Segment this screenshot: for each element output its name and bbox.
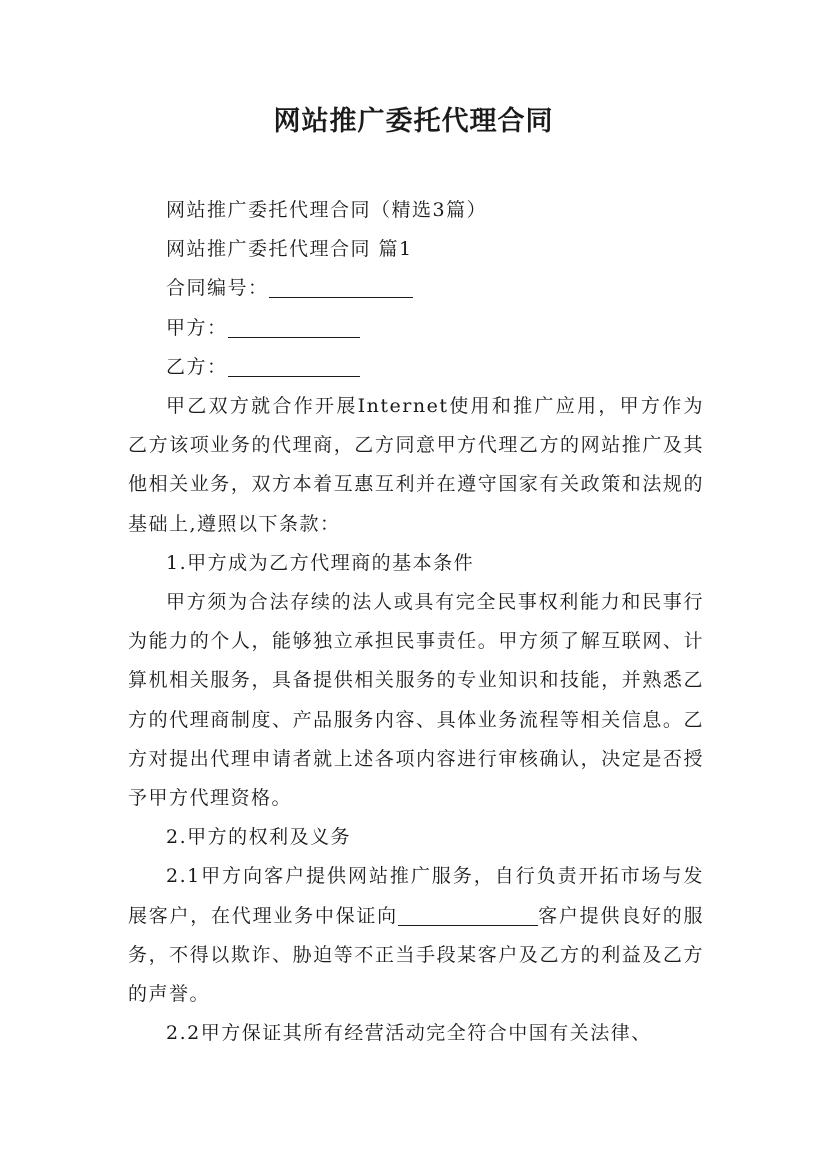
party-a-blank: [228, 315, 360, 338]
clause-2-heading: 2.甲方的权利及义务: [166, 826, 352, 849]
contract-number-blank: [269, 275, 413, 298]
document-title: 网站推广委托代理合同: [273, 106, 554, 137]
document-body: [128, 191, 704, 1053]
party-a-line: [128, 309, 704, 348]
party-b-blank: [228, 354, 360, 377]
clause-1-heading: 1.甲方成为乙方代理商的基本条件: [166, 551, 475, 574]
preamble-paragraph: 甲乙双方就合作开展Internet使用和推广应用，甲方作为乙方该项业务的代理商，乙方同意甲方代理乙方的网站推广及其他相关业务，双方本着互惠互利并在遵守国家有关政策和法规的基础上,遵照以下条款：: [128, 395, 704, 535]
clause-2-1-paragraph: [128, 857, 704, 1014]
contract-number-label: 合同编号：: [166, 277, 269, 300]
party-a-label: 甲方：: [166, 316, 228, 339]
contract-number-line: [128, 269, 704, 308]
clause-2-1-text-before: 2.1甲方向客户提供网站推广服务，自行负责开拓市场与发展客户，在代理业务中保证向: [128, 865, 704, 927]
clause-2-1-blank: [398, 903, 538, 926]
intro-line: 网站推广委托代理合同（精选3篇）: [166, 199, 488, 221]
clause-1-paragraph: 甲方须为合法存续的法人或具有完全民事权利能力和民事行为能力的个人，能够独立承担民事责任。甲方须了解互联网、计算机相关服务，具备提供相关服务的专业知识和技能，并熟悉乙方的代理商制度、产品服务内容、具体业务流程等相关信息。乙方对提出代理申请者就上述各项内容进行审核确认，决定是否授予甲方代理资格。: [128, 591, 704, 810]
section-heading: 网站推广委托代理合同 篇1: [166, 238, 413, 261]
party-b-line: [128, 348, 704, 387]
clause-2-2-paragraph: 2.2甲方保证其所有经营活动完全符合中国有关法律、: [166, 1022, 652, 1045]
clause-2-1-text-after: 客户提供良好的服务，不得以欺诈、胁迫等不正当手段某客户及乙方的利益及乙方的声誉。: [128, 904, 704, 1006]
party-b-label: 乙方：: [166, 355, 228, 378]
